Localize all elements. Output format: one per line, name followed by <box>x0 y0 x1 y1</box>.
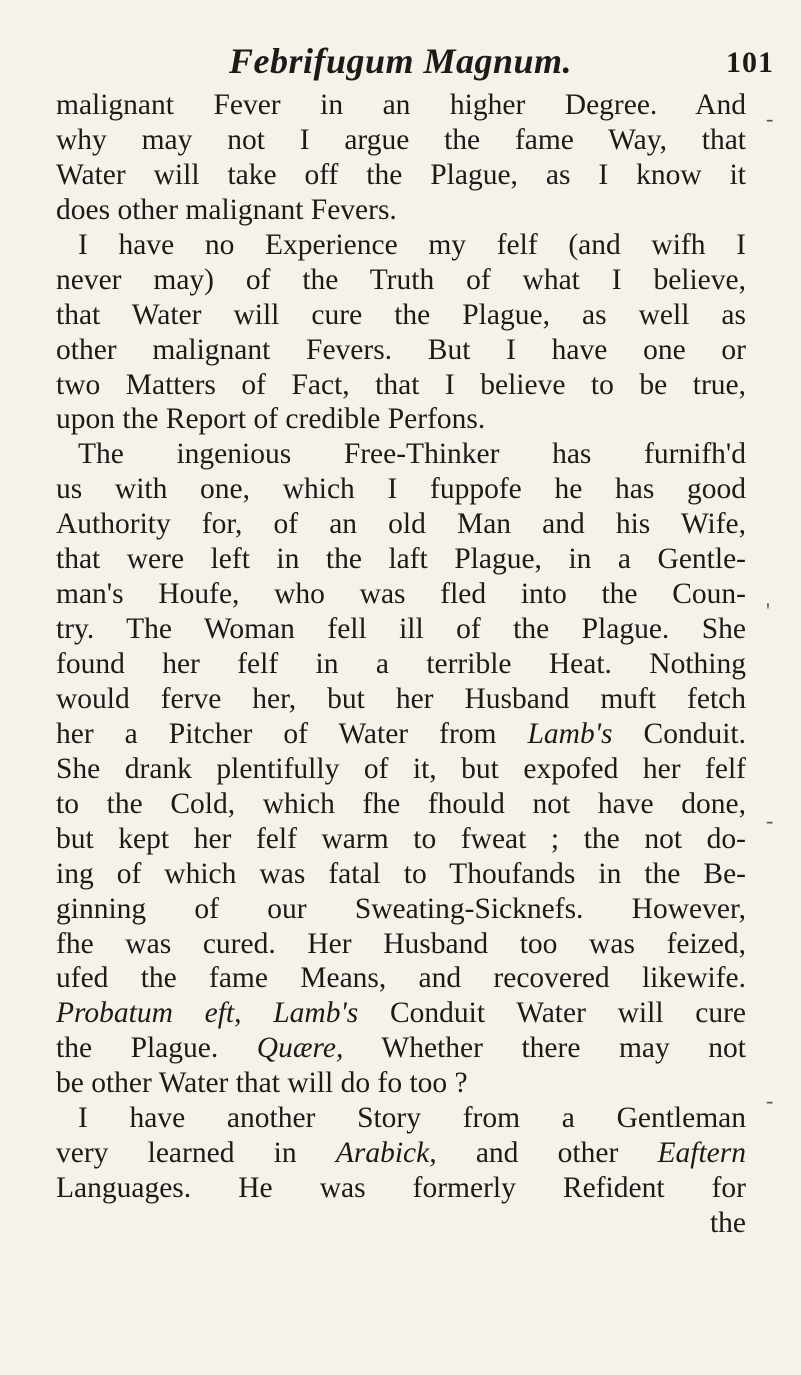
text-line-with-italic <box>56 717 746 752</box>
text-run: Conduit. <box>612 717 746 750</box>
text-line: but kept her felf warm to fweat ; the not do- <box>56 822 746 855</box>
text-line: She drank plentifully of it, but expofed her felf <box>56 752 746 785</box>
text-line: that Water will cure the Plague, as well as <box>56 298 746 331</box>
text-line: ing of which was fatal to Thoufands in the Be- <box>56 857 746 890</box>
text-line: other malignant Fevers. But I have one or <box>56 333 746 366</box>
text-line: malignant Fever in an higher Degree. And <box>56 89 746 121</box>
text-line: why may not I argue the fame Way, that <box>56 123 746 156</box>
text-run: her a Pitcher of Water from <box>56 717 528 750</box>
text-run: Conduit Water will cure <box>358 997 746 1030</box>
text-line: Languages. He was formerly Refident for <box>56 1172 746 1205</box>
text-line-with-italic <box>56 1031 746 1066</box>
text-line: Authority for, of an old Man and his Wife, <box>56 508 746 541</box>
margin-mark: - <box>766 808 774 833</box>
text-line: that were left in the laft Plague, in a Gentle- <box>56 543 746 576</box>
text-line: to the Cold, which fhe fhould not have done, <box>56 787 746 820</box>
text-line: I have no Experience my felf (and wifh I <box>78 228 746 261</box>
text-line: Water will take off the Plague, as I know it <box>56 158 746 191</box>
text-line: The ingenious Free-Thinker has furnifh'd <box>78 438 746 471</box>
italic-word: Arabick, <box>335 1137 437 1170</box>
text-run: Whether there may not <box>343 1032 746 1065</box>
margin-mark: ' <box>766 598 770 623</box>
text-line: ginning of our Sweating-Sicknefs. However, <box>56 892 746 925</box>
margin-mark: - <box>766 106 774 131</box>
body-text <box>56 88 746 1241</box>
text-run: the Plague. <box>56 1032 257 1065</box>
text-line: man's Houfe, who was fled into the Coun- <box>56 578 746 611</box>
text-line-with-italic <box>56 1136 746 1171</box>
text-run: and other <box>436 1137 658 1170</box>
text-line: two Matters of Fact, that I believe to be true, <box>56 368 746 401</box>
catchword: the <box>709 1207 746 1239</box>
italic-word: Lamb's <box>527 717 613 750</box>
italic-word: Lamb's <box>273 997 359 1030</box>
text-line: found her felf in a terrible Heat. Nothing <box>56 648 746 680</box>
italic-word: Eaftern <box>657 1137 746 1170</box>
text-line: us with one, which I fuppofe he has good <box>56 473 746 506</box>
text-line: I have another Story from a Gentleman <box>78 1102 746 1135</box>
text-line: ufed the fame Means, and recovered likewife. <box>56 962 746 995</box>
text-line: be other Water that will do fo too ? <box>56 1067 468 1100</box>
text-line: upon the Report of credible Perfons. <box>56 403 486 436</box>
text-line: would ferve her, but her Husband muft fetch <box>56 682 746 715</box>
running-title: Febrifugum Magnum. <box>228 41 573 81</box>
text-line: does other malignant Fevers. <box>56 193 397 226</box>
italic-word: Probatum eft, <box>56 997 242 1030</box>
text-run <box>242 997 274 1029</box>
text-line: try. The Woman fell ill of the Plague. She <box>56 613 746 646</box>
text-run: very learned in <box>56 1137 336 1170</box>
text-line: never may) of the Truth of what I believe, <box>56 263 746 296</box>
text-line-with-italic <box>56 996 746 1031</box>
italic-word: Quære, <box>256 1032 344 1065</box>
margin-mark: - <box>766 1088 774 1113</box>
page-number: 101 <box>726 46 774 79</box>
text-line: fhe was cured. Her Husband too was feized, <box>56 927 746 960</box>
